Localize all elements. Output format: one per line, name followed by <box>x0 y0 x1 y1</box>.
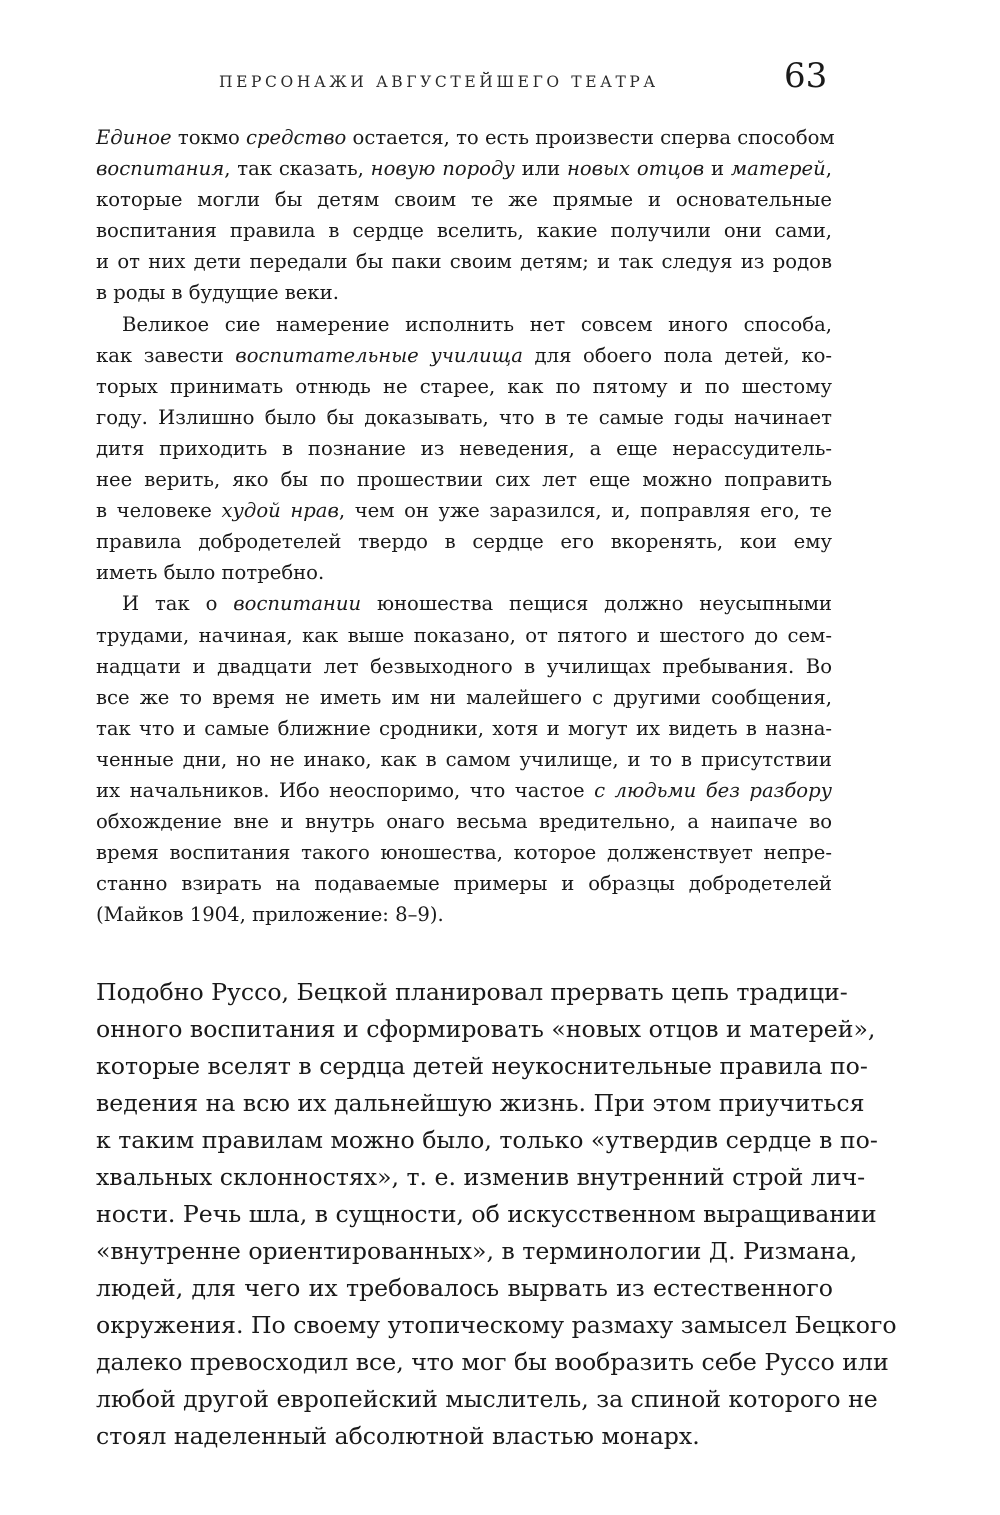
quote-line: году. Излишно было бы доказывать, что в те самые годы начинает <box>96 405 832 429</box>
body-line: хвальных склонностях», т. е. изменив внутренний строй лич- <box>96 1163 866 1191</box>
quote-line: нее верить, яко бы по прошествии сих лет еще можно поправить <box>96 468 832 492</box>
body-line: онного воспитания и сформировать «новых отцов и матерей», <box>96 1015 876 1043</box>
body-line: ности. Речь шла, в сущности, об искусственном выращивании <box>96 1200 877 1228</box>
quote-line: станно взирать на подаваемые примеры и образцы добродетелей <box>96 872 832 896</box>
body-line: «внутренне ориентированных», в терминологии Д. Ризмана, <box>96 1237 858 1265</box>
running-head: ПЕРСОНАЖИ АВГУСТЕЙШЕГО ТЕАТРА <box>219 73 659 91</box>
quote-line: надцати и двадцати лет безвыходного в училищах пребывания. Во <box>96 654 832 678</box>
body-line: окружения. По своему утопическому размаху замысел Бецкого <box>96 1311 897 1339</box>
quote-line: воспитания, так сказать, новую породу или новых отцов и матерей, <box>96 157 832 181</box>
quote-line: Единое токмо средство остается, то есть произвести сперва способом <box>96 126 835 149</box>
quote-line: время воспитания такого юношества, которое долженствует непре- <box>96 841 832 865</box>
quote-line: как завести воспитательные училища для обоего пола детей, ко- <box>96 343 833 367</box>
body-line: Подобно Руссо, Бецкой планировал прервать цепь традици- <box>96 978 848 1006</box>
quote-line: правила добродетелей твердо в сердце его вкоренять, кои ему <box>96 530 832 554</box>
quote-line: Великое сие намерение исполнить нет совсем иного способа, <box>122 312 832 336</box>
quote-line: трудами, начиная, как выше показано, от пятого и шестого до сем- <box>96 623 832 647</box>
block-quote <box>96 122 835 930</box>
quote-line: которые могли бы детям своим те же прямые и основательные <box>96 188 832 212</box>
quote-line: их начальников. Ибо неоспоримо, что частое с людьми без разбору <box>96 778 832 802</box>
body-paragraph <box>96 974 897 1455</box>
body-line: которые вселят в сердца детей неукоснительные правила по- <box>96 1052 868 1080</box>
quote-line: все же то время не иметь им ни малейшего с другими сообщения, <box>96 685 832 709</box>
quote-line: в человеке худой нрав, чем он уже заразился, и, поправляя его, те <box>96 499 833 523</box>
quote-line: И так о воспитании юношества пещися должно неусыпными <box>122 592 832 616</box>
quote-line: (Майков 1904, приложение: 8–9). <box>96 903 444 927</box>
page-number: 63 <box>784 56 828 96</box>
quote-line: и от них дети передали бы паки своим детям; и так следуя из родов <box>96 250 832 274</box>
body-line: ведения на всю их дальнейшую жизнь. При этом приучиться <box>96 1089 865 1117</box>
quote-line: обхождение вне и внутрь онаго весьма вредительно, а наипаче во <box>96 810 832 834</box>
quote-line: воспитания правила в сердце вселить, какие получили они сами, <box>96 219 832 243</box>
quote-line: в роды в будущие веки. <box>96 281 339 305</box>
quote-line: торых принимать отнюдь не старее, как по пятому и по шестому <box>96 374 832 398</box>
body-line: стоял наделенный абсолютной властью монарх. <box>96 1422 700 1450</box>
body-line: далеко превосходил все, что мог бы вообразить себе Руссо или <box>96 1348 889 1376</box>
body-line: любой другой европейский мыслитель, за спиной которого не <box>96 1385 878 1413</box>
quote-line: иметь было потребно. <box>96 561 325 585</box>
body-line: к таким правилам можно было, только «утвердив сердце в по- <box>96 1126 878 1154</box>
quote-line: ченные дни, но не инако, как в самом училище, и то в присутствии <box>96 747 832 771</box>
quote-line: так что и самые ближние сродники, хотя и могут их видеть в назна- <box>96 716 832 740</box>
quote-line: дитя приходить в познание из неведения, а еще нерассудитель- <box>96 436 832 460</box>
body-line: людей, для чего их требовалось вырвать из естественного <box>96 1274 833 1302</box>
